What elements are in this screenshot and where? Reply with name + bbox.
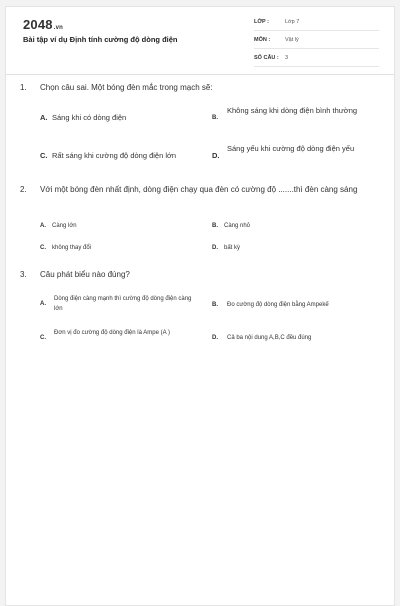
question-number: 3. [20,270,27,279]
option-text: Càng lớn [52,223,77,229]
option-text: Đơn vị đo cường độ dòng điện là Ampe (A ) [54,330,170,336]
site-logo[interactable] [23,17,63,32]
option-letter: C. [40,151,48,160]
question-number: 2. [20,185,27,194]
question-number: 1. [20,83,27,92]
option-text: Càng nhỏ [224,223,251,229]
option-letter: B. [212,115,218,121]
logo-tld: .vn [53,25,64,31]
question-text: Chọn câu sai. Một bóng đèn mắc trong mạch sẽ: [40,83,213,92]
option-text: Đo cường độ dòng điện bằng Ampekế [227,302,329,308]
option-text: Không sáng khi dòng điện bình thường [227,106,358,115]
meta-value: 3 [285,55,289,61]
meta-label: SỐ CÂU : [254,55,279,61]
option-letter: A. [40,301,46,307]
meta-row-subject [254,34,379,49]
meta-row-class [254,16,379,31]
option-text: Cả ba nội dung A,B,C đều đúng [227,335,312,341]
option-text: Sáng yếu khi cường độ dòng điện yếu [227,144,355,153]
header-divider [6,74,394,75]
question-text: Câu phát biểu nào đúng? [40,270,130,279]
option-text: Sáng khi có dòng điện [52,113,127,122]
worksheet-page [5,6,395,606]
meta-value: Lớp 7 [285,19,300,25]
option-letter: D. [212,245,218,251]
option-letter: A. [40,113,48,122]
option-text: không thay đổi [52,245,92,251]
meta-label: LỚP : [254,19,269,25]
option-text: Rất sáng khi cường độ dòng điện lớn [52,151,177,160]
question-text: Với một bóng đèn nhất định, dòng điện chạy qua đèn có cường độ .......thì đèn càng sáng [40,185,358,194]
meta-row-count [254,52,379,67]
option-letter: D. [212,151,220,160]
option-text: Dòng điện càng mạnh thì cường độ dòng điện càng lớn [54,296,192,312]
option-letter: B. [212,223,218,229]
option-letter: C. [40,335,46,341]
option-letter: D. [212,335,218,341]
logo-text: 2048 [23,17,53,32]
option-text: bất kỳ [224,245,241,251]
meta-value: Vật lý [285,37,299,43]
option-letter: A. [40,223,46,229]
meta-label: MÔN : [254,37,271,43]
option-letter: B. [212,302,218,308]
option-letter: C. [40,245,46,251]
worksheet-title: Bài tập ví dụ Định tính cường độ dòng điện [23,35,178,44]
